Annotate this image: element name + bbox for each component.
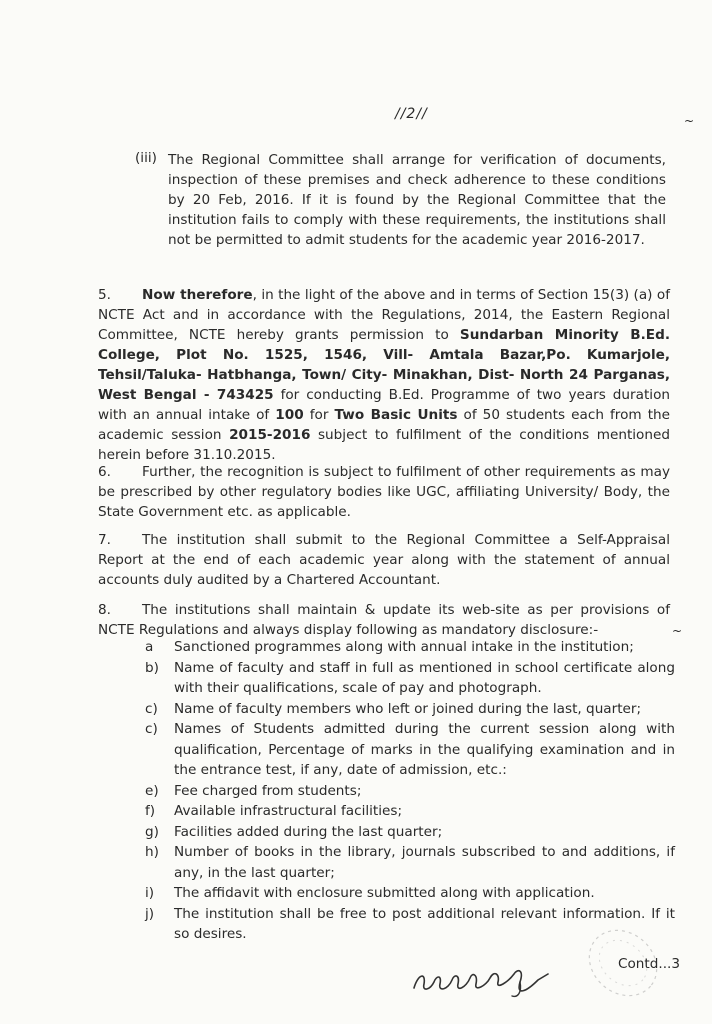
list-item-text: Number of books in the library, journals subscribed to and additions, if any, in the last quarter; bbox=[174, 844, 675, 881]
item-iii-marker: (iii) bbox=[135, 150, 157, 166]
paragraph-text: Further, the recognition is subject to fulfilment of other requirements as may be prescribed by other regulatory bodies like UGC, affiliating University/ Body, the State Government etc. as applicable. bbox=[98, 464, 670, 520]
paragraph-number: 5. bbox=[98, 287, 111, 303]
disclosure-list bbox=[145, 637, 675, 945]
list-item-text: Name of faculty and staff in full as mentioned in school certificate along with their qualifications, scale of pay and photograph. bbox=[174, 659, 675, 696]
list-item bbox=[145, 883, 675, 904]
list-item-text: Fee charged from students; bbox=[174, 782, 362, 799]
list-item-text: Facilities added during the last quarter; bbox=[174, 823, 443, 840]
paragraph-text: for conducting B.Ed. Programme of two years duration with an annual intake of bbox=[98, 387, 670, 423]
list-item bbox=[145, 699, 675, 720]
continuation-note: Contd...3 bbox=[618, 956, 680, 972]
list-marker: c) bbox=[145, 721, 158, 737]
list-marker: j) bbox=[145, 905, 155, 922]
list-marker: h) bbox=[145, 844, 159, 860]
list-marker: f) bbox=[145, 803, 156, 819]
paragraph-number: 8. bbox=[98, 602, 111, 618]
list-marker: g) bbox=[145, 823, 159, 840]
list-marker: e) bbox=[145, 782, 159, 799]
paragraph-text: subject to fulfilment of the conditions mentioned herein before 31.10.2015. bbox=[98, 427, 670, 463]
paragraph-text: for bbox=[303, 407, 335, 423]
institution-details: Sundarban Minority B.Ed. College, Plot No. 1525, 1546, Vill- Amtala Bazar,Po. Kumarjole, Tehsil/Taluka- Hatbhanga, Town/ City- Minakhan, Dist- North 24 Parganas, West Bengal - 743425 bbox=[98, 327, 670, 403]
paragraph-text: The institution shall submit to the Regional Committee a Self-Appraisal Report at the end of each academic year along with the statement of annual accounts duly audited by a Chartered Accountant. bbox=[98, 532, 670, 588]
list-item bbox=[145, 781, 675, 802]
handwritten-signature bbox=[408, 952, 558, 1002]
paragraph-5 bbox=[98, 285, 670, 465]
lead-phrase: Now therefore bbox=[142, 287, 253, 303]
paragraph-6 bbox=[98, 462, 670, 522]
list-item bbox=[145, 842, 675, 883]
list-item-text: Name of faculty members who left or joined during the last, quarter; bbox=[174, 700, 642, 717]
list-marker: c) bbox=[145, 700, 158, 717]
list-item-text: Sanctioned programmes along with annual intake in the institution; bbox=[174, 639, 634, 655]
condition-iii-paragraph: The Regional Committee shall arrange for verification of documents, inspection of these premises and check adherence to these conditions by 20 Feb, 2016. If it is found by the Regional Committee that the institution fails to comply with these requirements, the institutions shall not be permitted to admit students for the academic year 2016-2017. bbox=[168, 152, 666, 248]
paragraph-text: , in the light of the above and in terms of Section 15(3) (a) of NCTE Act and in accordance with the Regulations, 2014, the Eastern Regional Committee, NCTE hereby grants permission to bbox=[98, 287, 670, 343]
stray-mark: ~ bbox=[672, 624, 683, 638]
paragraph-text: of 50 students each from the academic session bbox=[98, 407, 670, 443]
paragraph-8 bbox=[98, 600, 670, 640]
paragraph-7 bbox=[98, 530, 670, 590]
list-item-text: Names of Students admitted during the current session along with qualification, Percentage of marks in the qualifying examination and in the entrance test, if any, date of admission, etc.: bbox=[174, 721, 675, 778]
list-item bbox=[145, 637, 675, 658]
units-value: Two Basic Units bbox=[334, 407, 458, 423]
paragraph-number: 6. bbox=[98, 464, 111, 480]
list-item bbox=[145, 658, 675, 699]
stray-mark: ~ bbox=[684, 114, 695, 128]
list-item bbox=[145, 801, 675, 822]
list-item-text: Available infrastructural facilities; bbox=[174, 803, 403, 819]
list-marker: i) bbox=[145, 885, 155, 901]
list-item-text: The affidavit with enclosure submitted along with application. bbox=[174, 885, 595, 901]
list-marker: b) bbox=[145, 659, 159, 676]
paragraph-text: The institutions shall maintain & update its web-site as per provisions of NCTE Regulations and always display following as mandatory disclosure:- bbox=[98, 602, 670, 638]
page-number: //2// bbox=[395, 106, 428, 122]
list-item bbox=[145, 822, 675, 843]
session-value: 2015-2016 bbox=[229, 427, 311, 443]
list-item bbox=[145, 719, 675, 781]
list-marker: a bbox=[145, 639, 154, 655]
intake-value: 100 bbox=[275, 407, 304, 423]
list-item-text: The institution shall be free to post additional relevant information. If it so desires. bbox=[174, 905, 675, 942]
paragraph-number: 7. bbox=[98, 532, 111, 548]
